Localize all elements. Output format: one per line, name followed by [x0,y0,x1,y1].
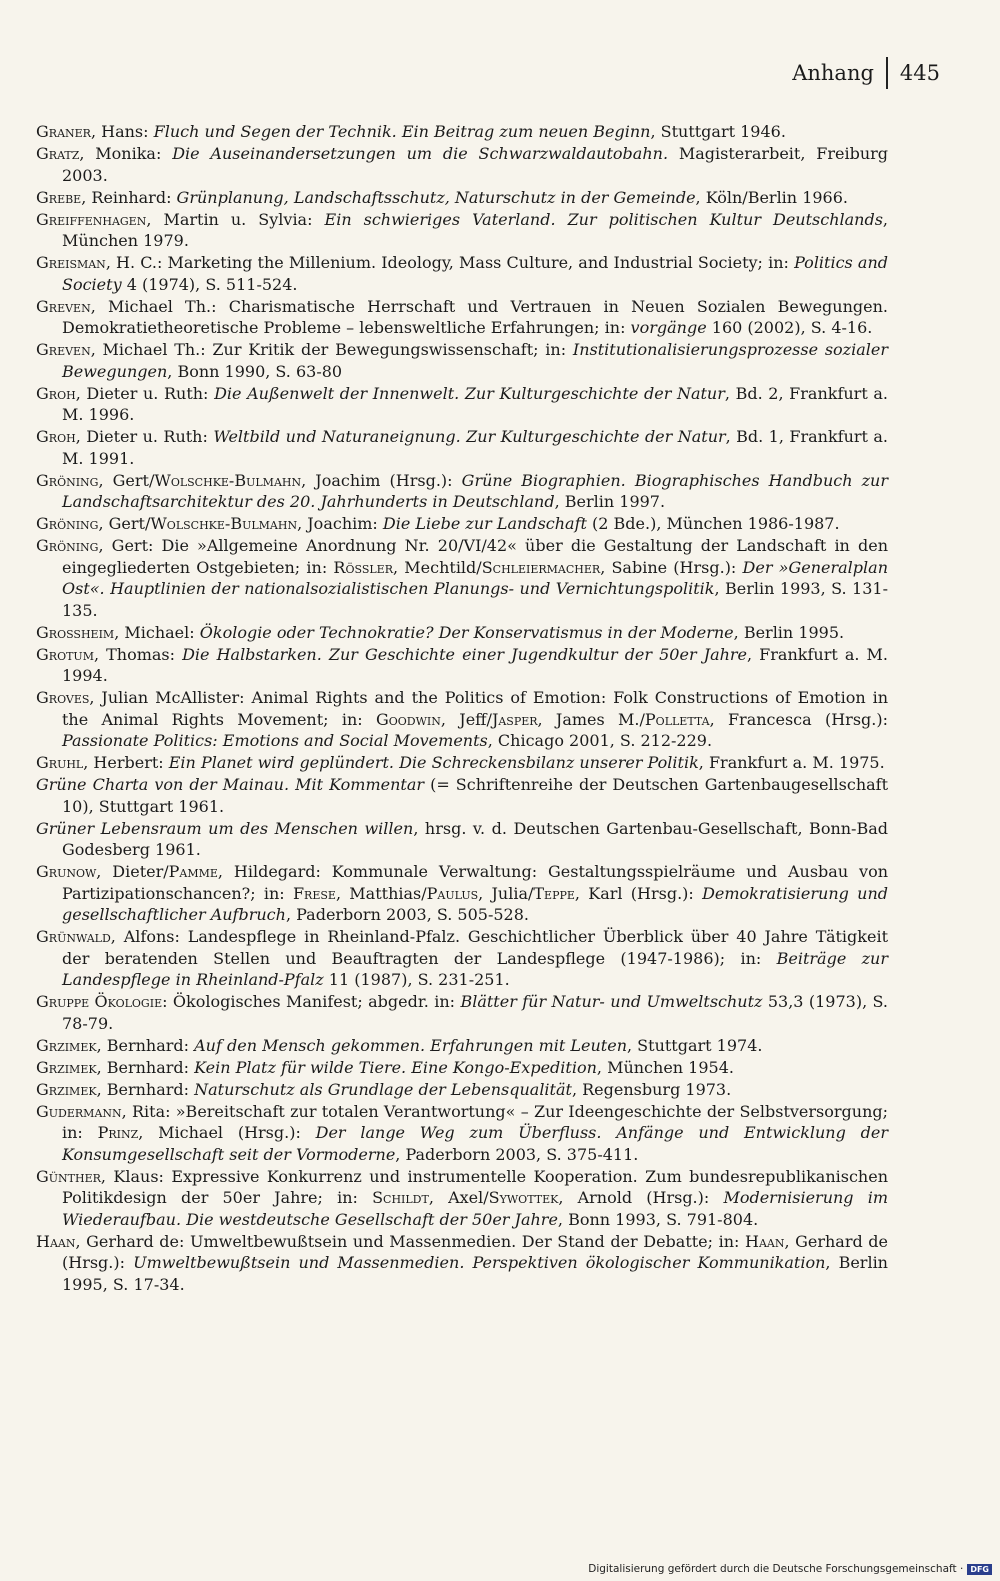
work-title: Institutionalisierungsprozesse sozialer Bewegungen [62,340,888,381]
author-name: Greven [36,296,91,316]
work-title: Passionate Politics: Emotions and Social Movements [62,731,488,750]
bibliography-entry [36,861,888,926]
citation-text: , Mechtild/ [392,557,482,577]
author-name: Goodwin [375,709,441,729]
citation-text: , Michael Th.: Zur Kritik der Bewegungswissenschaft; in: [90,340,573,359]
author-name: Grzimek [36,1057,97,1077]
citation-text: , Bernhard: [96,1035,195,1055]
work-title: Ein Planet wird geplündert. Die Schreckensbilanz unserer Politik [168,753,699,772]
work-title: Weltbild und Naturaneignung. Zur Kulturgeschichte der Natur [213,427,726,446]
citation-text: , Hans: [90,122,154,141]
bibliography-entry [36,470,888,513]
work-title: Die Außenwelt der Innenwelt. Zur Kulturgeschichte der Natur [214,383,725,403]
work-title: Der »Generalplan Ost«. Hauptlinien der nationalsozialistischen Planungs- und Vernichtungspolitik [62,557,888,598]
citation-text: , Bonn 1990, S. 63-80 [167,361,343,381]
author-name: Pamme [168,862,218,881]
bibliography-entry [36,513,888,535]
citation-text: , Axel/ [428,1188,489,1207]
citation-text: , Joachim: [297,514,383,533]
citation-text: , Martin u. Sylvia: [146,209,325,229]
work-title: Der lange Weg zum Überfluss. Anfänge und Entwicklung der Konsumgesellschaft seit der Vormoderne [62,1123,888,1164]
citation-text: , Gert/ [98,470,155,490]
citation-text: , Stuttgart 1974. [627,1035,763,1055]
citation-text: , H. C.: Marketing the Millenium. Ideology, Mass Culture, and Industrial Society; in: [105,253,795,272]
citation-text: 11 (1987), S. 231-251. [323,970,510,989]
citation-text: , Paderborn 2003, S. 505-528. [285,905,529,924]
work-title: vorgänge [630,318,707,337]
bibliography-entry [36,426,888,469]
citation-text: Magisterarbeit, Freiburg 2003. [62,144,889,185]
citation-text: , Berlin 1997. [554,492,666,511]
citation-text: , Karl (Hrsg.): [574,883,703,903]
citation-text: , Köln/Berlin 1966. [695,187,848,207]
author-name: Haan [36,1231,76,1251]
work-title: Die Liebe zur Landschaft [382,514,587,533]
author-name: Greisman [36,253,106,272]
citation-text: , Thomas: [93,644,183,664]
author-name: Günther [36,1166,101,1186]
dfg-logo: DFG [967,1564,992,1575]
author-name: Wolschke-Bulmahn [150,514,298,533]
bibliography-entry [36,252,888,295]
bibliography-entry [36,143,888,186]
bibliography-entry [36,687,888,752]
citation-text: , Reinhard: [81,187,177,207]
citation-text: , hrsg. v. d. Deutschen Gartenbau-Gesellschaft, Bonn-Bad Godesberg 1961. [62,818,888,859]
citation-text: (= Schriftenreihe der Deutschen Gartenbaugesellschaft 10), Stuttgart 1961. [62,775,889,816]
citation-text: , Julia/ [478,883,534,903]
bibliography-entry [36,818,888,861]
bibliography-entry [36,1035,888,1057]
citation-text: , Regensburg 1973. [571,1079,732,1099]
bibliography-entry [36,774,888,817]
work-title: Grünplanung, Landschaftsschutz, Naturschutz in der Gemeinde [176,187,696,207]
page-number: 445 [899,61,940,85]
citation-text: , Gerhard de (Hrsg.): [62,1231,889,1272]
author-name: Frese [292,883,336,903]
citation-text: 53,3 (1973), S. 78-79. [62,992,889,1033]
citation-text: , Jeff/ [440,709,492,729]
bibliography-list [36,121,888,1296]
citation-text: , Michael Th.: Charismatische Herrschaft und Vertrauen in Neuen Sozialen Bewegungen. Demokratietheoretische Probleme – lebensweltliche Erfahrungen; in: [62,296,888,337]
citation-text: (2 Bde.), München 1986-1987. [586,514,840,533]
work-title: Beiträge zur Landespflege in Rheinland-Pfalz [62,948,888,989]
citation-text: , Dieter/ [96,862,169,881]
work-title: Auf den Mensch gekommen. Erfahrungen mit Leuten [194,1035,627,1055]
bibliography-entry [36,752,888,774]
author-name: Paulus [426,883,479,903]
author-name: Schildt [372,1188,429,1207]
funding-note: Digitalisierung gefördert durch die Deutsche Forschungsgemeinschaft · [588,1563,964,1575]
bibliography-entry [36,622,888,644]
author-name: Groh [36,383,76,403]
author-name: Gröning [36,470,99,490]
author-name: Schleiermacher [481,557,601,577]
citation-text: , Hildegard: Kommunale Verwaltung: Gestaltungsspielräume und Ausbau von Partizipationschancen?; in: [62,862,889,903]
citation-text: , Bernhard: [96,1057,195,1077]
citation-text: , Rita: »Bereitschaft zur totalen Verantwortung« – Zur Ideengeschichte der Selbstversorgung; in: [62,1101,888,1142]
author-name: Sywottek [488,1188,559,1207]
author-name: Grzimek [36,1035,97,1055]
citation-text: , Stuttgart 1946. [650,122,786,141]
citation-text: , Paderborn 2003, S. 375-411. [395,1144,639,1164]
citation-text: : Ökologisches Manifest; abgedr. in: [162,992,461,1011]
citation-text: , Francesca (Hrsg.): [709,709,889,729]
citation-text: , Bd. 2, Frankfurt a. M. 1996. [62,383,888,424]
author-name: Grünwald [36,927,111,946]
bibliography-entry [36,296,888,339]
author-name: Wolschke-Bulmahn [154,470,302,490]
author-name: Gruhl [36,753,84,772]
work-title: Grüne Charta von der Mainau. Mit Kommentar [36,775,425,794]
work-title: Fluch und Segen der Technik. Ein Beitrag zum neuen Beginn [153,122,651,141]
citation-text: , Berlin 1995, S. 17-34. [62,1253,888,1294]
work-title: Grüner Lebensraum um des Menschen willen [36,818,414,838]
author-name: Graner [36,122,91,141]
work-title: Die Halbstarken. Zur Geschichte einer Jugendkultur der 50er Jahre [182,644,748,664]
author-name: Grossheim [36,622,115,642]
citation-text: , Berlin 1993, S. 131-135. [62,579,889,620]
citation-text: , Herbert: [83,753,169,772]
author-name: Polletta [644,709,710,729]
bibliography-entry [36,383,888,426]
citation-text: , Klaus: Expressive Konkurrenz und instrumentelle Kooperation. Zum bundesrepublikanischen Politikdesign der 50er Jahre; in: [62,1166,888,1207]
page-header [792,57,940,89]
bibliography-entry [36,1079,888,1101]
author-name: Grzimek [36,1079,97,1099]
author-name: Gröning [36,536,99,555]
citation-text: , München 1954. [596,1057,734,1077]
citation-text: 4 (1974), S. 511-524. [121,274,298,294]
author-name: Grunow [36,862,97,881]
citation-text: , Dieter u. Ruth: [75,427,214,446]
bibliography-entry [36,1231,888,1296]
citation-text: , Michael: [114,622,200,642]
citation-text: , Frankfurt a. M. 1994. [62,644,888,685]
citation-text: , Frankfurt a. M. 1975. [698,753,885,772]
work-title: Umweltbewußtsein und Massenmedien. Perspektiven ökologischer Kommunikation [133,1253,826,1272]
citation-text: 160 (2002), S. 4-16. [706,318,873,337]
citation-text: , Bd. 1, Frankfurt a. M. 1991. [62,427,889,468]
author-name: Grebe [36,187,82,207]
citation-text: , Julian McAllister: Animal Rights and the Politics of Emotion: Folk Constructions of Emotion in the Animal Rights Movement; in: [62,688,888,729]
header-divider [886,57,888,89]
running-head: Anhang [792,61,874,85]
author-name: Jasper [491,709,538,729]
bibliography-entry [36,209,888,252]
citation-text: , Gert: Die »Allgemeine Anordnung Nr. 20/VI/42« über die Gestaltung der Landschaft in den eingegliederten Ostgebieten; in: [62,536,888,577]
bibliography-entry [36,339,888,382]
author-name: Greiffenhagen [36,209,147,229]
author-name: Grotum [36,644,94,664]
author-name: Rössler [333,557,393,577]
citation-text: , München 1979. [62,209,889,250]
citation-text: , Monika: [79,144,173,163]
bibliography-entry [36,926,888,991]
work-title: Kein Platz für wilde Tiere. Eine Kongo-Expedition [194,1057,597,1077]
citation-text: , Joachim (Hrsg.): [301,470,462,490]
digitization-footer [588,1563,992,1575]
bibliography-entry [36,1101,888,1166]
citation-text: , Chicago 2001, S. 212-229. [487,731,713,750]
bibliography-entry [36,1166,888,1231]
bibliography-entry [36,535,888,621]
citation-text: , Bernhard: [96,1079,195,1099]
bibliography-entry [36,991,888,1034]
author-name: Teppe [533,883,575,903]
work-title: Naturschutz als Grundlage der Lebensqualität [194,1079,572,1099]
citation-text: , Bonn 1993, S. 791-804. [557,1209,759,1229]
author-name: Groh [36,427,76,446]
citation-text: , Alfons: Landespflege in Rheinland-Pfalz. Geschichtlicher Überblick über 40 Jahre Tätigkeit der beratenden Stellen und Beauftragten der Landespflege (1947-1986); in: [62,927,888,968]
citation-text: , Matthias/ [335,883,427,903]
bibliography-entry [36,121,888,143]
author-name: Gratz [36,144,80,163]
author-name: Gröning [36,514,99,533]
citation-text: , James M./ [537,709,645,729]
bibliography-entry [36,1057,888,1079]
work-title: Blätter für Natur- und Umweltschutz [460,992,763,1011]
citation-text: , Gerhard de: Umweltbewußtsein und Massenmedien. Der Stand der Debatte; in: [75,1231,745,1251]
citation-text: , Arnold (Hrsg.): [558,1188,724,1207]
author-name: Prinz [97,1123,139,1142]
citation-text: , Michael (Hrsg.): [138,1123,316,1142]
work-title: Die Auseinandersetzungen um die Schwarzwaldautobahn. [172,144,669,163]
bibliography-entry [36,644,888,687]
work-title: Ökologie oder Technokratie? Der Konservatismus in der Moderne [199,622,734,642]
citation-text: , Gert/ [98,514,151,533]
author-name: Gruppe Ökologie [36,992,163,1011]
citation-text: , Dieter u. Ruth: [75,383,215,403]
author-name: Gudermann [36,1101,122,1121]
work-title: Demokratisierung und gesellschaftlicher Aufbruch [62,883,889,924]
citation-text: , Sabine (Hrsg.): [600,557,743,577]
author-name: Greven [36,340,91,359]
author-name: Groves [36,688,90,707]
bibliography-entry [36,187,888,209]
work-title: Ein schwieriges Vaterland. Zur politischen Kultur Deutschlands [324,209,883,229]
citation-text: , Berlin 1995. [733,622,845,642]
work-title: Politics and Society [62,253,889,294]
work-title: Modernisierung im Wiederaufbau. Die westdeutsche Gesellschaft der 50er Jahre [62,1188,889,1229]
work-title: Grüne Biographien. Biographisches Handbuch zur Landschaftsarchitektur des 20. Jahrhunderts in Deutschland [62,470,889,511]
author-name: Haan [744,1231,785,1251]
